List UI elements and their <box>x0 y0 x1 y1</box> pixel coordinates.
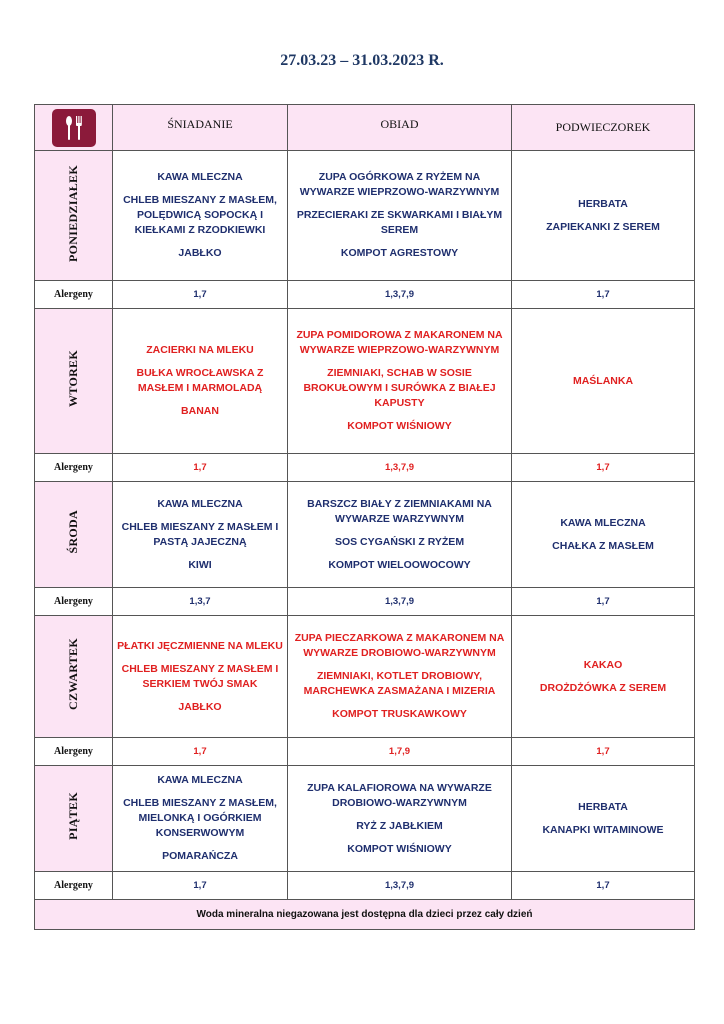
menu-item: ZUPA POMIDOROWA Z MAKARONEM NA WYWARZE WIEPRZOWO-WARZYWNYM <box>296 329 503 356</box>
page-title: 27.03.23 – 31.03.2023 R. <box>280 52 444 69</box>
menu-item: KOMPOT WIELOOWOCOWY <box>328 558 471 571</box>
menu-item: KANAPKI WITAMINOWE <box>542 823 664 836</box>
menu-item: SOS CYGAŃSKI Z RYŻEM <box>334 535 465 548</box>
menu-item: POMARAŃCZA <box>162 850 238 862</box>
day-name: WTOREK <box>66 350 80 407</box>
menu-item: DROŻDŻÓWKA Z SEREM <box>539 681 667 694</box>
logo-cell <box>35 105 113 151</box>
allergens-label: Alergeny <box>35 738 113 766</box>
allergens-snack: 1,7 <box>512 454 695 482</box>
breakfast-cell <box>113 766 288 872</box>
day-cell <box>35 151 113 281</box>
allergens-label: Alergeny <box>35 454 113 482</box>
lunch-cell <box>288 766 512 872</box>
day-row <box>35 616 695 738</box>
snack-cell <box>512 151 695 281</box>
menu-item: PRZECIERAKI ZE SKWARKAMI I BIAŁYM SEREM <box>296 209 503 236</box>
allergens-row <box>35 281 695 309</box>
menu-item: ZIEMNIAKI, SCHAB W SOSIE BROKUŁOWYM I SURÓWKA Z BIAŁEJ KAPUSTY <box>303 367 496 409</box>
menu-item: KOMPOT WIŚNIOWY <box>347 420 452 432</box>
allergens-breakfast: 1,3,7 <box>113 588 288 616</box>
header-snack: PODWIECZOREK <box>512 105 695 151</box>
menu-item: KOMPOT WIŚNIOWY <box>347 842 452 855</box>
allergens-snack: 1,7 <box>512 872 695 900</box>
menu-item: JABŁKO <box>178 700 222 713</box>
menu-item: ZAPIEKANKI Z SEREM <box>546 220 660 233</box>
menu-item: PŁATKI JĘCZMIENNE NA MLEKU <box>117 639 283 652</box>
allergens-lunch: 1,3,7,9 <box>288 872 512 900</box>
menu-item: JABŁKO <box>178 247 222 259</box>
menu-item: KAWA MLECZNA <box>560 516 646 529</box>
lunch-cell <box>288 151 512 281</box>
menu-item: KAKAO <box>583 658 623 671</box>
allergens-lunch: 1,7,9 <box>288 738 512 766</box>
day-row <box>35 766 695 872</box>
allergens-label: Alergeny <box>35 872 113 900</box>
lunch-cell <box>288 616 512 738</box>
footer-row <box>35 900 695 930</box>
allergens-label: Alergeny <box>35 281 113 309</box>
allergens-lunch: 1,3,7,9 <box>288 281 512 309</box>
header-breakfast: ŚNIADANIE <box>113 105 288 151</box>
day-name: PIĄTEK <box>66 792 80 840</box>
menu-item: MAŚLANKA <box>572 374 634 387</box>
menu-item: CHAŁKA Z MASŁEM <box>552 539 654 552</box>
snack-cell <box>512 309 695 454</box>
menu-item: RYŻ Z JABŁKIEM <box>356 819 443 832</box>
snack-cell <box>512 482 695 588</box>
menu-item: CHLEB MIESZANY Z MASŁEM, POLĘDWICĄ SOPOCKĄ I KIEŁKAMI Z RZODKIEWKI <box>123 194 277 236</box>
menu-item: CHLEB MIESZANY Z MASŁEM, MIELONKĄ I OGÓRKIEM KONSERWOWYM <box>123 797 277 839</box>
allergens-snack: 1,7 <box>512 281 695 309</box>
allergens-snack: 1,7 <box>512 588 695 616</box>
allergens-snack: 1,7 <box>512 738 695 766</box>
breakfast-cell <box>113 482 288 588</box>
menu-item: KAWA MLECZNA <box>157 774 243 786</box>
day-cell <box>35 766 113 872</box>
breakfast-cell <box>113 616 288 738</box>
day-row <box>35 482 695 588</box>
menu-item: KAWA MLECZNA <box>157 497 243 510</box>
day-row <box>35 151 695 281</box>
day-cell <box>35 309 113 454</box>
allergens-breakfast: 1,7 <box>113 738 288 766</box>
allergens-row <box>35 454 695 482</box>
allergens-row <box>35 588 695 616</box>
lunch-cell <box>288 309 512 454</box>
allergens-row <box>35 872 695 900</box>
lunch-cell <box>288 482 512 588</box>
menu-item: ZACIERKI NA MLEKU <box>146 344 254 356</box>
header-lunch: OBIAD <box>288 105 512 151</box>
snack-cell <box>512 766 695 872</box>
day-name: PONIEDZIAŁEK <box>66 164 80 262</box>
header-row <box>35 105 695 151</box>
day-row <box>35 309 695 454</box>
footer-note: Woda mineralna niegazowana jest dostępna dla dzieci przez cały dzień <box>35 900 695 930</box>
allergens-breakfast: 1,7 <box>113 872 288 900</box>
allergens-lunch: 1,3,7,9 <box>288 454 512 482</box>
day-name: ŚRODA <box>66 510 80 554</box>
menu-item: KAWA MLECZNA <box>157 171 243 183</box>
day-name: CZWARTEK <box>66 638 80 710</box>
menu-item: ZUPA OGÓRKOWA Z RYŻEM NA WYWARZE WIEPRZOWO-WARZYWNYM <box>299 171 500 198</box>
menu-item: BANAN <box>181 405 219 417</box>
breakfast-cell <box>113 309 288 454</box>
day-cell <box>35 616 113 738</box>
allergens-lunch: 1,3,7,9 <box>288 588 512 616</box>
menu-item: ZUPA KALAFIOROWA NA WYWARZE DROBIOWO-WARZYWNYM <box>307 781 492 809</box>
breakfast-cell <box>113 151 288 281</box>
menu-item: CHLEB MIESZANY Z MASŁEM I SERKIEM TWÓJ SMAK <box>121 662 279 690</box>
menu-item: ZIEMNIAKI, KOTLET DROBIOWY, MARCHEWKA ZASMAŻANA I MIZERIA <box>303 670 496 697</box>
menu-item: BARSZCZ BIAŁY Z ZIEMNIAKAMI NA WYWARZE WARZYWNYM <box>307 497 492 525</box>
menu-item: KOMPOT AGRESTOWY <box>340 247 459 259</box>
allergens-label: Alergeny <box>35 588 113 616</box>
menu-item: CHLEB MIESZANY Z MASŁEM I PASTĄ JAJECZNĄ <box>121 520 279 548</box>
day-cell <box>35 482 113 588</box>
cutlery-icon <box>52 109 96 147</box>
menu-item: KOMPOT TRUSKAWKOWY <box>332 708 467 720</box>
menu-item: HERBATA <box>578 197 628 210</box>
menu-table <box>34 104 695 930</box>
allergens-breakfast: 1,7 <box>113 281 288 309</box>
menu-item: ZUPA PIECZARKOWA Z MAKARONEM NA WYWARZE DROBIOWO-WARZYWNYM <box>294 632 505 659</box>
menu-item: KIWI <box>188 558 212 571</box>
snack-cell <box>512 616 695 738</box>
allergens-breakfast: 1,7 <box>113 454 288 482</box>
menu-item: BUŁKA WROCŁAWSKA Z MASŁEM I MARMOLADĄ <box>136 367 264 394</box>
menu-item: HERBATA <box>578 800 628 813</box>
allergens-row <box>35 738 695 766</box>
